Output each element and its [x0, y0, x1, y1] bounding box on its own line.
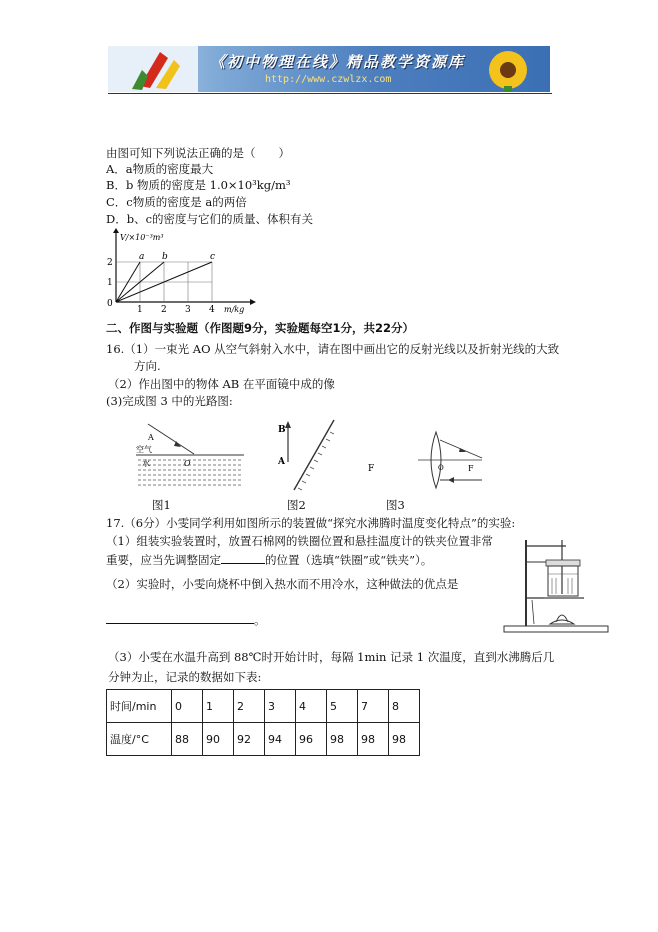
q15-option-c: C．c物质的密度是 a的两倍: [106, 195, 247, 209]
mirror-line: [294, 420, 334, 490]
line-b-label: b: [162, 252, 168, 262]
beaker: [548, 566, 578, 596]
figure-1-caption: 图1: [152, 498, 171, 512]
boiling-apparatus: [496, 532, 612, 634]
temp-cell: 92: [234, 723, 265, 756]
temp-cell: 88: [172, 723, 203, 756]
graph-xlabel: m/kg: [224, 305, 245, 314]
time-cell: 1: [203, 690, 234, 723]
temperature-table: [106, 689, 420, 756]
time-cell: 3: [265, 690, 296, 723]
fig1-label-o: O: [184, 459, 191, 468]
fig3-label-f1: F: [368, 464, 375, 474]
fig1-label-water: 水: [142, 459, 150, 468]
graph-x-arrow: [250, 299, 256, 305]
q16-part2: （2）作出图中的物体 AB 在平面镜中成的像: [108, 377, 335, 391]
temp-cell: 94: [265, 723, 296, 756]
line-c-label: c: [210, 252, 216, 262]
graph-ytick-1: 1: [107, 278, 113, 288]
apparatus-base: [504, 626, 608, 632]
q16-part1-line2: 方向.: [134, 359, 161, 373]
graph-xtick-3: 3: [185, 305, 191, 315]
figure-3-caption: 图3: [386, 498, 405, 512]
ray-2-arrow: [448, 477, 454, 483]
banner-title: 《初中物理在线》精品教学资源库: [210, 53, 466, 71]
q17-part2: （2）实验时，小雯向烧杯中倒入热水而不用冷水，这种做法的优点是: [106, 577, 459, 591]
graph-y-arrow: [113, 228, 119, 233]
q17-part1-text-a: 重要，应当先调整固定: [106, 553, 221, 567]
alcohol-lamp: [550, 620, 574, 624]
q16-part1-line1: 16.（1）一束光 AO 从空气斜射入水中，请在图中画出它的反射光线以及折射光线的大致: [106, 342, 560, 356]
graph-xtick-4: 4: [209, 305, 215, 315]
q15-option-b: B．b 物质的密度是 1.0×10³kg/m³: [106, 178, 291, 192]
q17-part1-line2: [106, 552, 432, 568]
graph-ylabel: V/×10⁻³m³: [120, 233, 164, 242]
time-cell: 8: [389, 690, 420, 723]
beaker-lid: [546, 560, 580, 566]
q15-stem: 由图可知下列说法正确的是（ ）: [106, 146, 290, 160]
temp-cell: 98: [327, 723, 358, 756]
fig1-label-a: A: [148, 433, 154, 442]
q15-option-a: A．a物质的密度最大: [106, 162, 214, 176]
graph-xtick-2: 2: [161, 305, 167, 315]
mirror-hatching: [298, 432, 334, 490]
fig3-label-o: O: [438, 464, 444, 472]
temp-cell: 98: [358, 723, 389, 756]
section-heading: 二、作图与实验题（作图题9分，实验题每空1分，共22分）: [106, 321, 415, 335]
time-cell: 4: [296, 690, 327, 723]
temp-cell: 90: [203, 723, 234, 756]
graph-ytick-2: 2: [107, 258, 113, 268]
fig2-label-b: B: [278, 425, 286, 435]
temp-header: 温度/°C: [107, 723, 172, 756]
q15-option-d: D．b、c的密度与它们的质量、体积有关: [106, 212, 314, 226]
q17-stem: 17.（6分）小雯同学利用如图所示的装置做“探究水沸腾时温度变化特点”的实验:: [106, 516, 516, 530]
q17-part2-blank[interactable]: [106, 612, 254, 624]
fig2-label-a: A: [278, 457, 285, 467]
banner-url: http://www.czwlzx.com: [265, 74, 392, 85]
q17-part3-line1: （3）小雯在水温升高到 88℃时开始计时，每隔 1min 记录 1 次温度，直到水沸腾后几: [108, 650, 555, 664]
q17-part3-line2: 分钟为止，记录的数据如下表:: [108, 670, 262, 684]
q17-part1-text-b: 的位置（选填“铁圈”或“铁夹”）。: [265, 553, 433, 567]
figure-3: [362, 428, 492, 492]
line-a-label: a: [139, 252, 145, 262]
graph-origin: 0: [107, 299, 113, 309]
time-cell: 7: [358, 690, 389, 723]
object-arrow: [285, 421, 291, 428]
table-row: [107, 723, 420, 756]
graph-xtick-1: 1: [137, 305, 143, 315]
stand-leg: [532, 600, 534, 624]
time-cell: 5: [327, 690, 358, 723]
ray-1-arrow: [459, 448, 466, 452]
figure-2-caption: 图2: [287, 498, 306, 512]
density-graph: [100, 228, 260, 316]
q17-part1-line1: （1）组装实验装置时，放置石棉网的铁圈位置和悬挂温度计的铁夹位置非常: [106, 534, 493, 548]
temp-cell: 98: [389, 723, 420, 756]
time-cell: 0: [172, 690, 203, 723]
figure-2: [272, 418, 342, 494]
fig1-label-air: 空气: [136, 445, 152, 454]
header-divider: [108, 93, 552, 94]
incident-ray: [148, 424, 194, 454]
fig3-label-f2: F: [468, 464, 474, 473]
q17-part2-end: 。: [254, 613, 266, 627]
q17-part1-blank[interactable]: [221, 552, 265, 564]
q17-part2-answer-line: [106, 612, 266, 628]
q16-part3: (3)完成图 3 中的光路图:: [106, 394, 233, 408]
time-cell: 2: [234, 690, 265, 723]
figure-1: [134, 418, 246, 494]
table-row: [107, 690, 420, 723]
temp-cell: 96: [296, 723, 327, 756]
time-header: 时间/min: [107, 690, 172, 723]
